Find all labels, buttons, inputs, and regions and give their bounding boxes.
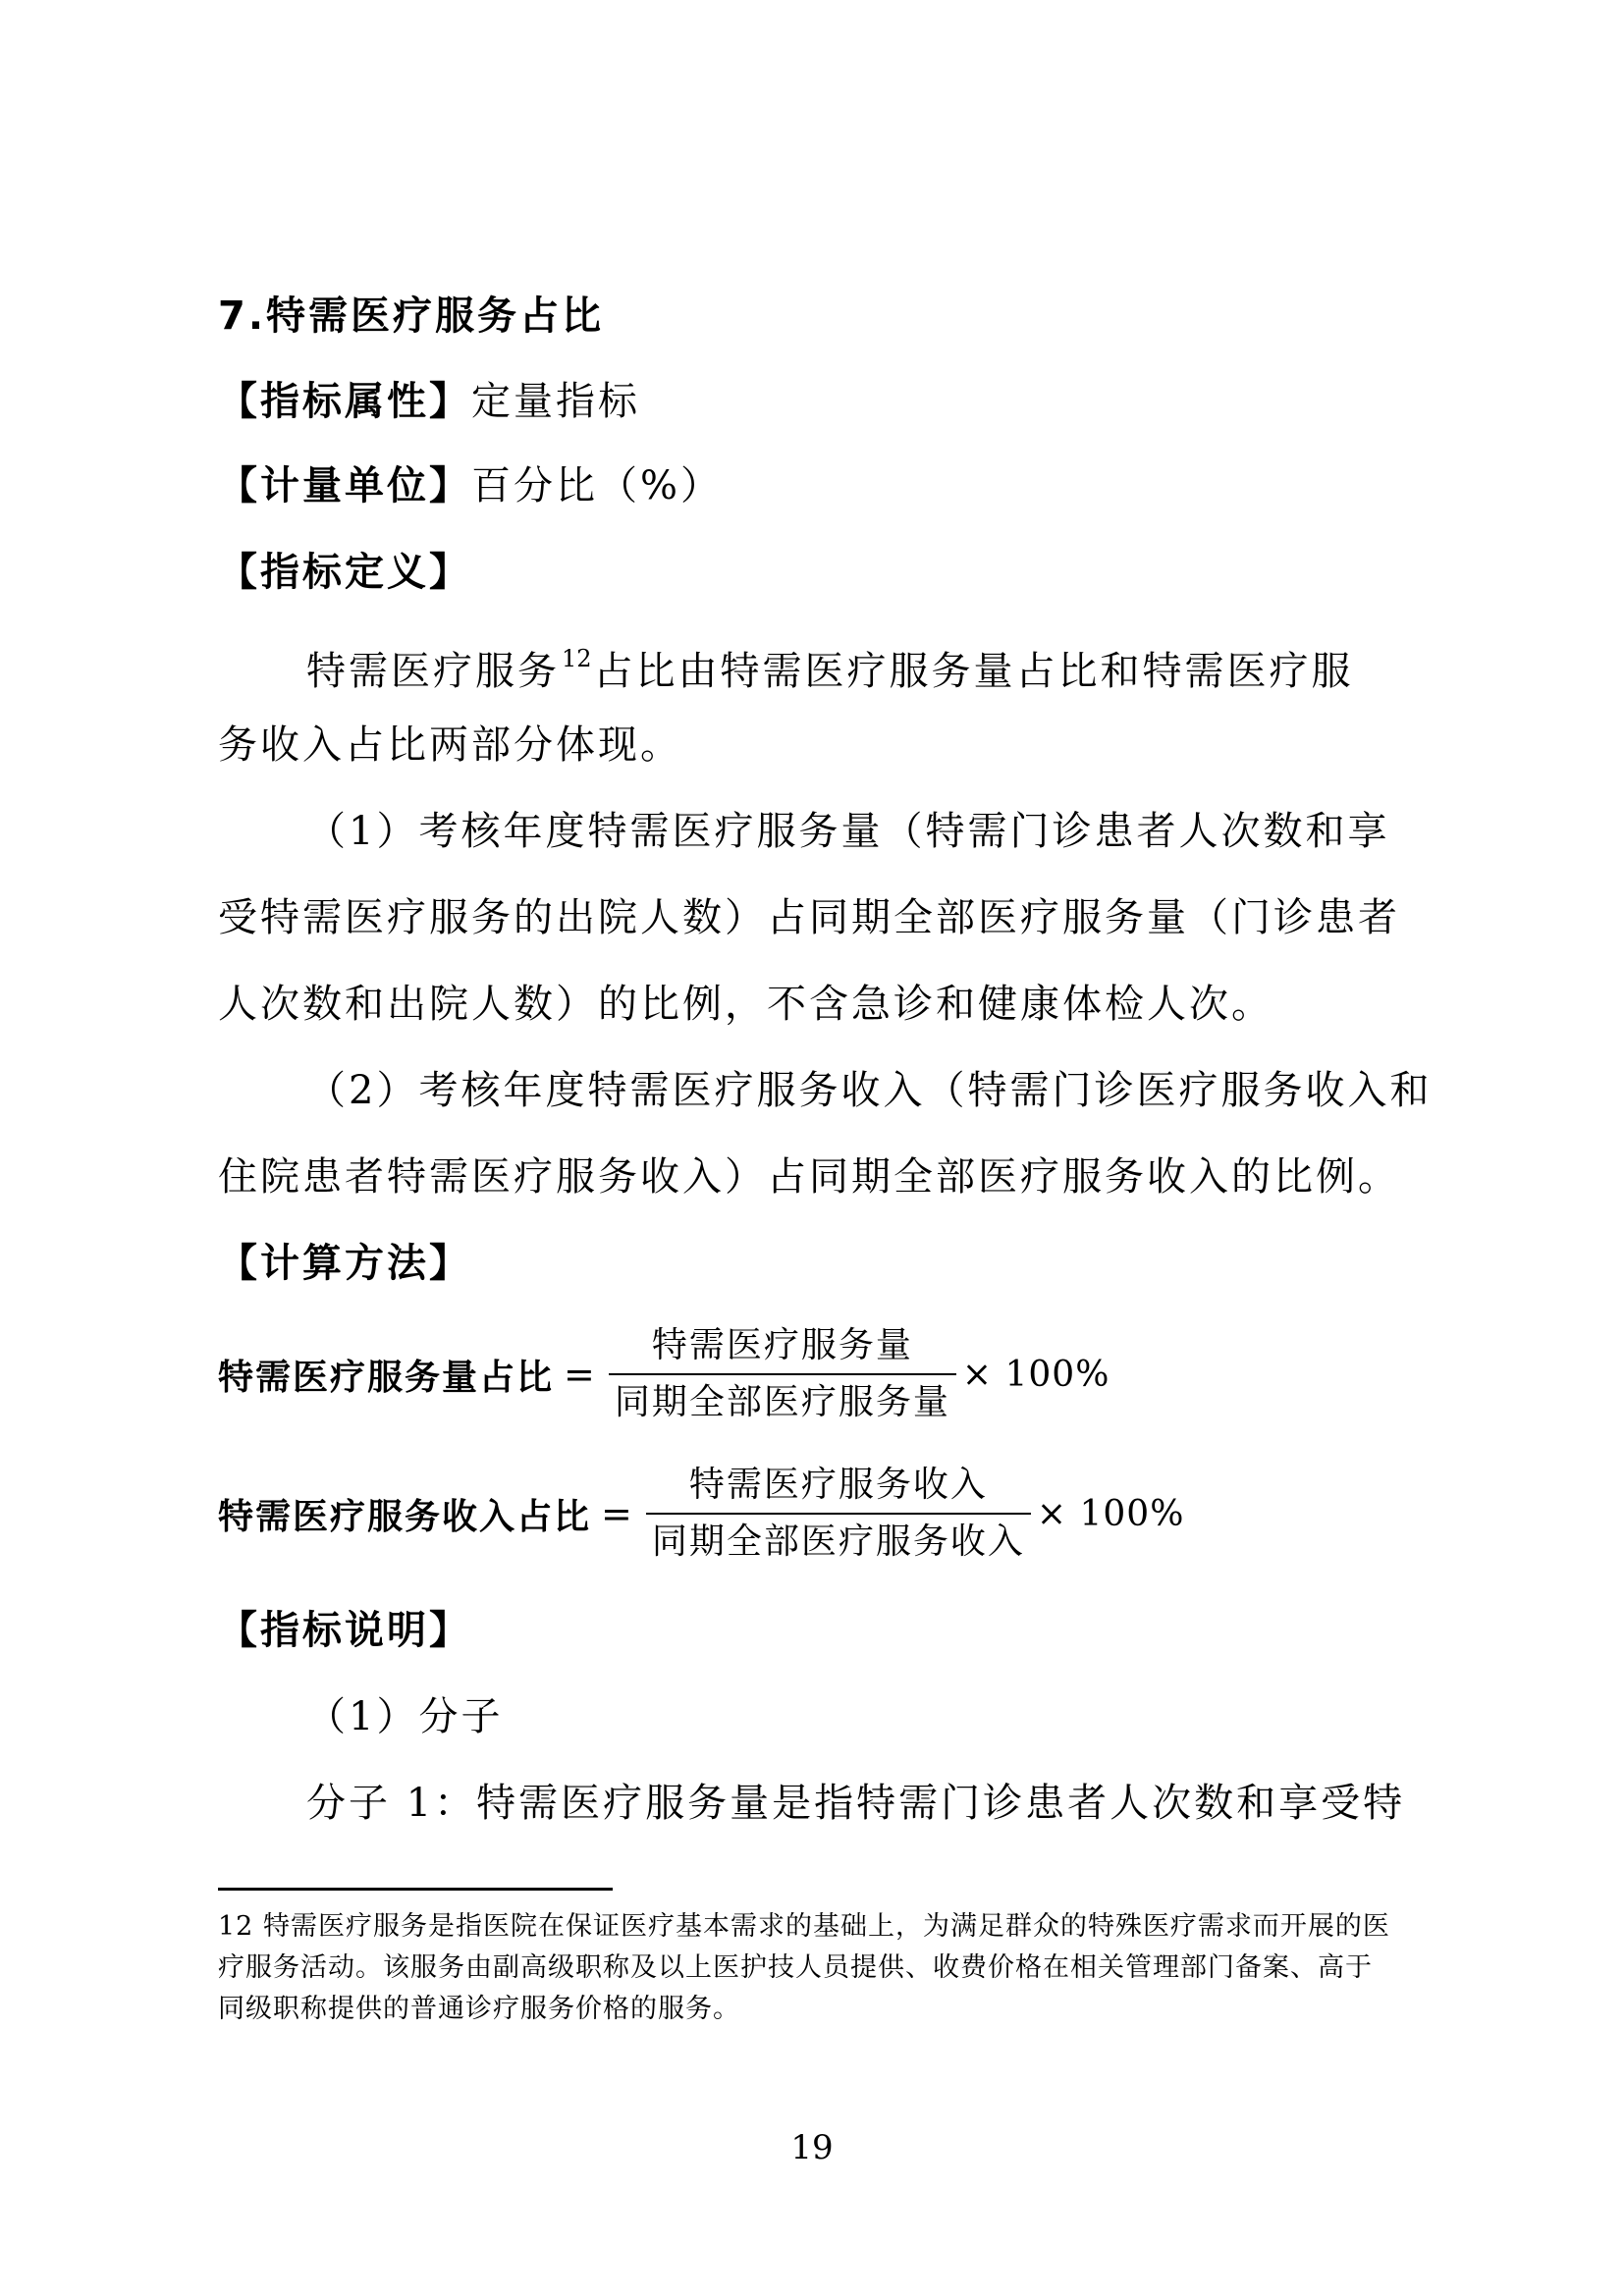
unit-value: 百分比（%） bbox=[471, 463, 724, 508]
formula-2-multiplier: × 100% bbox=[1036, 1493, 1185, 1534]
formula-service-volume bbox=[218, 1320, 1110, 1428]
formula-1-fraction bbox=[609, 1322, 956, 1426]
footnote-divider bbox=[218, 1888, 613, 1891]
method-label: 【计算方法】 bbox=[218, 1241, 471, 1286]
formula-1-numerator: 特需医疗服务量 bbox=[651, 1325, 913, 1365]
section-heading: 7.特需医疗服务占比 bbox=[218, 294, 605, 339]
definition-label: 【指标定义】 bbox=[218, 550, 471, 595]
definition-paragraph-2-line-1: （1）考核年度特需医疗服务量（特需门诊患者人次数和享 bbox=[306, 809, 1390, 854]
formula-1-multiplier: × 100% bbox=[961, 1354, 1110, 1395]
formula-1-equals: = bbox=[564, 1353, 595, 1396]
attribute-value: 定量指标 bbox=[471, 379, 640, 424]
formula-2-fraction bbox=[646, 1462, 1031, 1566]
definition-paragraph-3-line-1: （2）考核年度特需医疗服务收入（特需门诊医疗服务收入和 bbox=[306, 1068, 1433, 1113]
formula-2-numerator: 特需医疗服务收入 bbox=[688, 1465, 988, 1505]
unit-label: 【计量单位】 bbox=[218, 463, 471, 508]
fraction-bar bbox=[609, 1373, 956, 1375]
explanation-label: 【指标说明】 bbox=[218, 1608, 471, 1653]
definition-paragraph-1-line-2: 务收入占比两部分体现。 bbox=[218, 722, 682, 768]
footnote-line-2: 疗服务活动。该服务由副高级职称及以上医护技人员提供、收费价格在相关管理部门备案、高于 bbox=[218, 1952, 1373, 1983]
definition-text-a: 特需医疗服务 bbox=[306, 649, 560, 694]
formula-1-denominator: 同期全部医疗服务量 bbox=[614, 1382, 950, 1422]
explanation-numerator-heading: （1）分子 bbox=[306, 1694, 504, 1739]
footnote-line-3: 同级职称提供的普通诊疗服务价格的服务。 bbox=[218, 1994, 740, 2024]
formula-service-income bbox=[218, 1460, 1184, 1568]
attribute-label: 【指标属性】 bbox=[218, 379, 471, 424]
definition-paragraph-3-line-2: 住院患者特需医疗服务收入）占同期全部医疗服务收入的比例。 bbox=[218, 1154, 1400, 1200]
definition-paragraph-1-line-1 bbox=[306, 635, 1354, 695]
definition-paragraph-2-line-2: 受特需医疗服务的出院人数）占同期全部医疗服务量（门诊患者 bbox=[218, 895, 1400, 940]
attribute-row bbox=[218, 378, 640, 425]
formula-2-lhs: 特需医疗服务收入占比 bbox=[218, 1496, 592, 1537]
footnote-reference[interactable]: 12 bbox=[562, 645, 592, 672]
formula-2-equals: = bbox=[601, 1492, 632, 1535]
unit-row bbox=[218, 462, 723, 509]
formula-2-denominator: 同期全部医疗服务收入 bbox=[651, 1522, 1025, 1562]
definition-text-b: 占比由特需医疗服务量占比和特需医疗服 bbox=[593, 649, 1354, 694]
definition-paragraph-2-line-3: 人次数和出院人数）的比例，不含急诊和健康体检人次。 bbox=[218, 982, 1273, 1027]
explanation-numerator-line-1: 分子 1：特需医疗服务量是指特需门诊患者人次数和享受特 bbox=[306, 1781, 1406, 1826]
fraction-bar bbox=[646, 1513, 1031, 1515]
formula-1-lhs: 特需医疗服务量占比 bbox=[218, 1357, 555, 1398]
footnote-line-1: 12 特需医疗服务是指医院在保证医疗基本需求的基础上，为满足群众的特殊医疗需求而开展的医 bbox=[218, 1911, 1390, 1942]
page-number: 19 bbox=[790, 2128, 834, 2167]
